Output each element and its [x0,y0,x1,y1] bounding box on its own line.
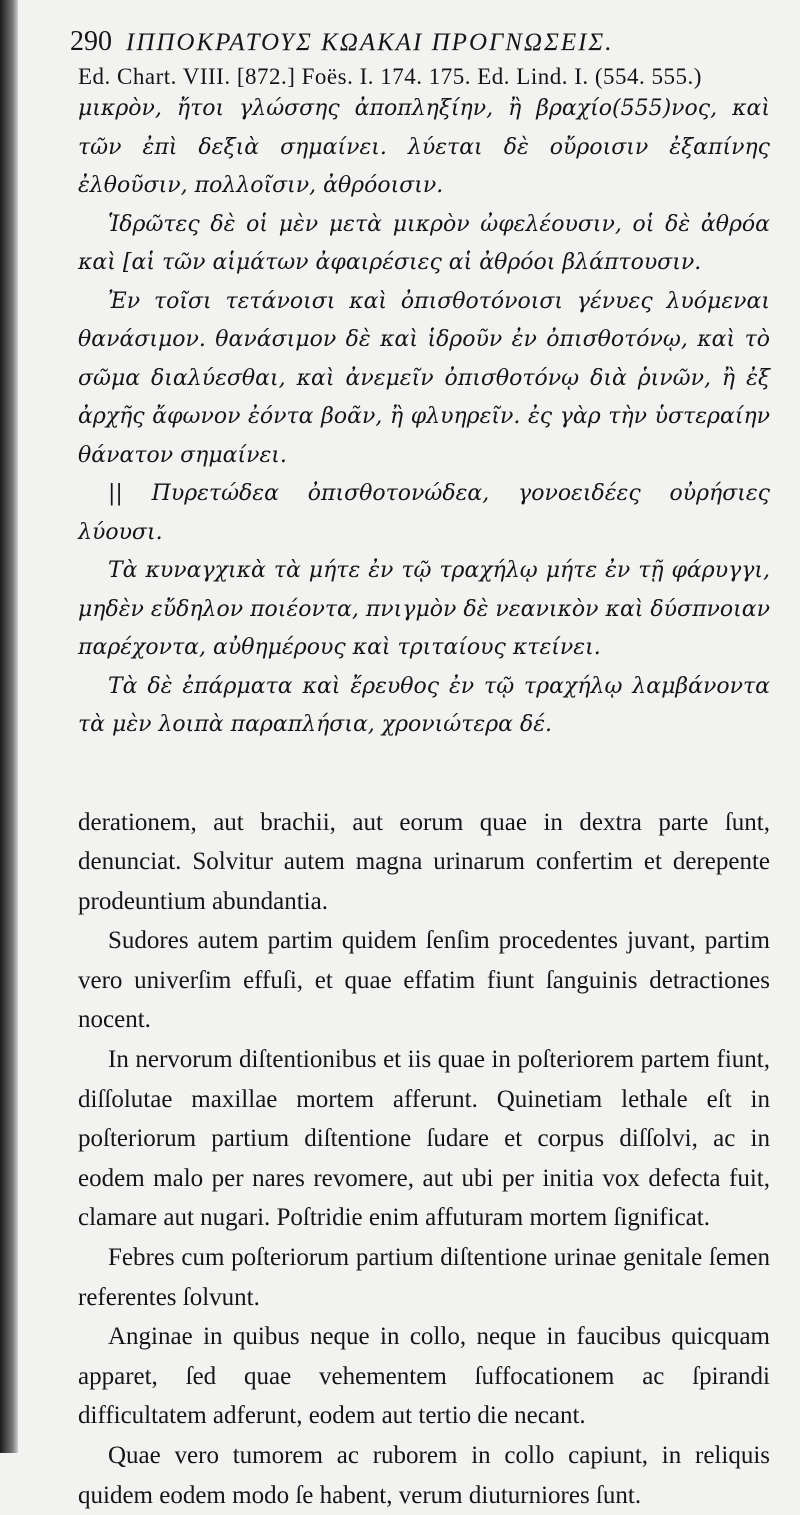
running-title: ΙΠΠΟΚΡΑΤΟΥΣ ΚΩΑΚΑΙ ΠΡΟΓΝΩΣΕΙΣ. [126,29,614,57]
greek-paragraph: μικρὸν, ἤτοι γλώσσης ἀποπληξίην, ἢ βραχίο(555)νος, καὶ τῶν ἐπὶ δεξιὰ σημαίνει. λύεται δὲ οὔροισιν ἐξαπίνης ἐλθοῦσιν, πολλοῖσιν, ἀθρόοισιν. [78,90,770,206]
latin-paragraph: derationem, aut brachii, aut eorum quae in dextra parte ſunt, denunciat. Solvitur autem magna urinarum confertim et derepente prodeuntium abundantia. [78,803,770,922]
latin-paragraph: In nervorum diſtentionibus et iis quae in poſteriorem partem fiunt, diſſolutae maxillae mortem afferunt. Quinetiam lethale eſt in poſteriorum partium diſtentione ſudare et corpus diſſolvi, ac in eodem malo per nares revomere, aut ubi per initia vox defecta fuit, clamare aut nugari. Poſtridie enim affuturam mortem ſignificat. [78,1040,770,1238]
latin-paragraph: Anginae in quibus neque in collo, neque in faucibus quicquam apparet, ſed quae vehementem ſuffocationem ac ſpirandi difficultatem adferunt, eodem aut tertio die necant. [78,1317,770,1436]
greek-paragraph: Τὰ δὲ ἐπάρματα καὶ ἔρευθος ἐν τῷ τραχήλῳ λαμβάνοντα τὰ μὲν λοιπὰ παραπλήσια, χρονιώτερα δέ. [78,668,770,745]
edition-references: Ed. Chart. VIII. [872.] Foës. I. 174. 175. Ed. Lind. I. (554. 555.) [78,64,770,90]
greek-paragraph: Τὰ κυναγχικὰ τὰ μήτε ἐν τῷ τραχήλῳ μήτε ἐν τῇ φάρυγγι, μηδὲν εὔδηλον ποιέοντα, πνιγμὸν δὲ νεανικὸν καὶ δύσπνοιαν παρέχοντα, αὐθημέρους καὶ τριταίους κτείνει. [78,552,770,668]
page-spine-shadow [0,0,18,1453]
section-gap [78,745,770,803]
latin-paragraph: Quae vero tumorem ac ruborem in collo capiunt, in reliquis quidem eodem modo ſe habent, verum diuturniores ſunt. [78,1436,770,1515]
latin-paragraph: Sudores autem partim quidem ſenſim procedentes juvant, partim vero univerſim effuſi, et quae effatim fiunt ſanguinis detractiones nocent. [78,921,770,1040]
latin-paragraph: Febres cum poſteriorum partium diſtentione urinae genitale ſemen referentes ſolvunt. [78,1238,770,1317]
greek-paragraph: Ἱδρῶτες δὲ οἱ μὲν μετὰ μικρὸν ὠφελέουσιν, οἱ δὲ ἀθρόα καὶ [αἱ τῶν αἱμάτων ἀφαιρέσιες αἱ ἀθρόοι βλάπτουσιν. [78,206,770,283]
page-number: 290 [70,26,112,58]
greek-text-block [78,90,770,745]
greek-paragraph: || Πυρετώδεα ὀπισθοτονώδεα, γονοειδέες οὐρήσιες λύουσι. [78,475,770,552]
greek-paragraph: Ἐν τοῖσι τετάνοισι καὶ ὀπισθοτόνοισι γένυες λυόμεναι θανάσιμον. θανάσιμον δὲ καὶ ἱδροῦν ἐν ὀπισθοτόνῳ, καὶ τὸ σῶμα διαλύεσθαι, καὶ ἀνεμεῖν ὀπισθοτόνῳ διὰ ῥινῶν, ἢ ἐξ ἀρχῆς ἄφωνον ἐόντα βοᾶν, ἢ φλυηρεῖν. ἐς γὰρ τὴν ὑστεραίην θάνατον σημαίνει. [78,283,770,476]
latin-text-block [78,803,770,1515]
running-header [70,26,770,58]
